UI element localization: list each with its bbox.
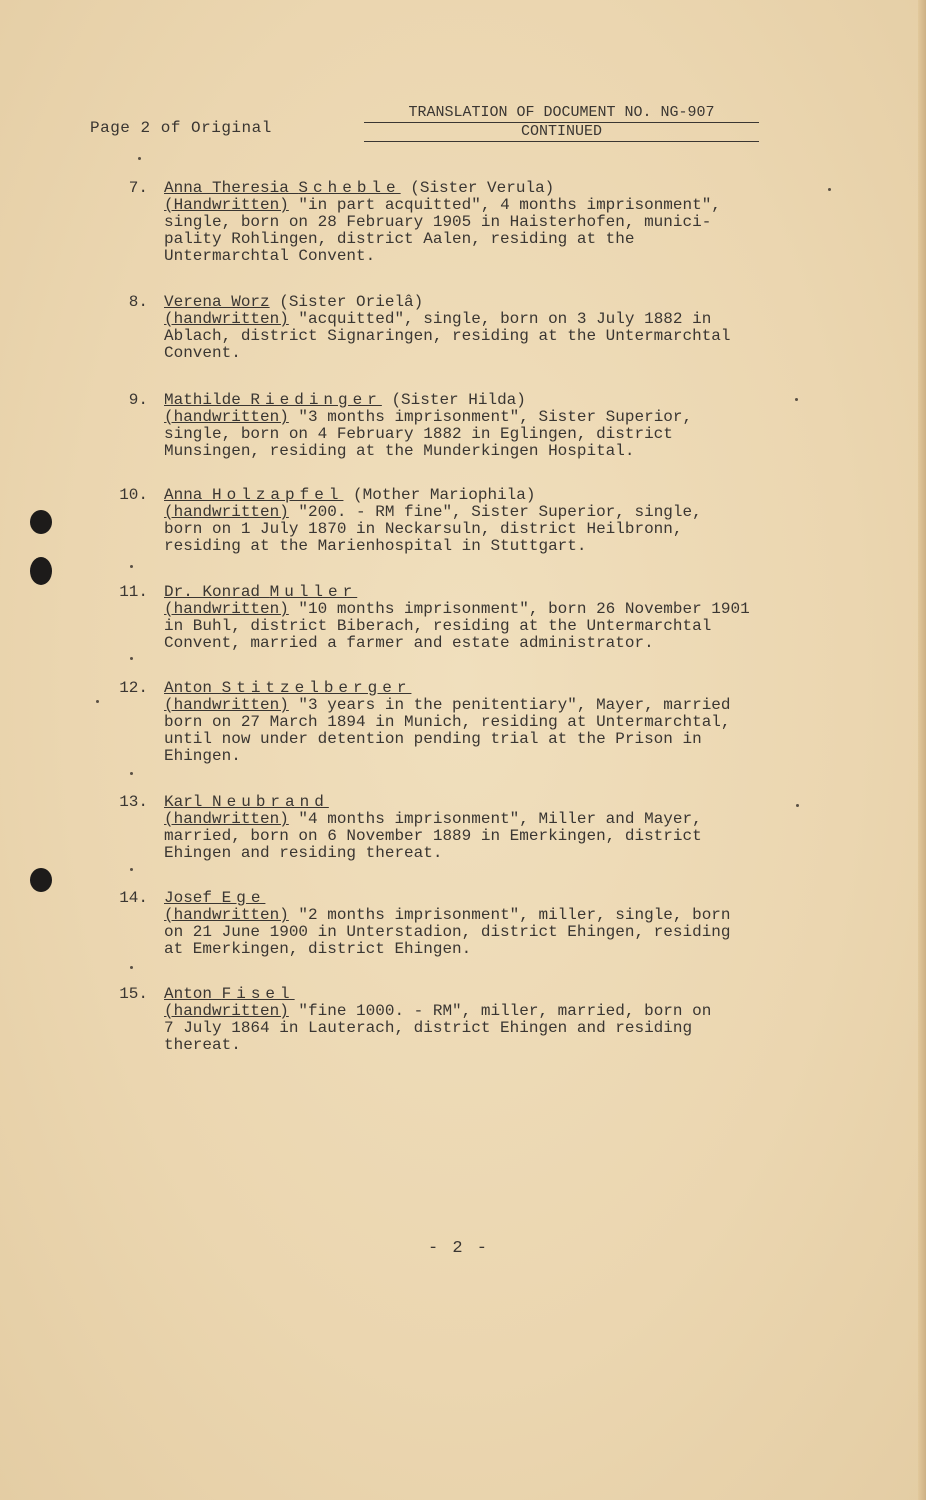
- title-line-1: TRANSLATION OF DOCUMENT NO. NG-907: [364, 104, 759, 123]
- entry-text-line: (handwritten) "acquitted", single, born on 3 July 1882 in: [164, 310, 712, 328]
- document-title: [364, 104, 759, 142]
- entry-text-line: 7 July 1864 in Lauterach, district Ehingen and residing: [164, 1019, 693, 1037]
- person-name: Dr. Konrad Muller: [164, 583, 358, 601]
- punch-hole: [30, 868, 52, 892]
- speck: [130, 657, 133, 660]
- speck: [130, 772, 133, 775]
- entry-body: [164, 180, 874, 265]
- entry-body: [164, 294, 874, 362]
- entry-text-line: residing at the Marienhospital in Stuttgart.: [164, 537, 587, 555]
- punch-hole: [30, 510, 52, 534]
- speck: [796, 804, 799, 807]
- person-name: Karl Neubrand: [164, 793, 329, 811]
- entry-text-line: (handwritten) "fine 1000. - RM", miller, married, born on: [164, 1002, 712, 1020]
- entry-name-line: [164, 890, 874, 907]
- entry-number: 7.: [128, 179, 148, 197]
- entry-text-line: Untermarchtal Convent.: [164, 247, 376, 265]
- entry-number: 11.: [119, 583, 148, 601]
- entry-body: [164, 986, 874, 1054]
- entry-body: [164, 487, 874, 555]
- page-of-original: Page 2 of Original: [90, 119, 272, 137]
- entry-text-line: Convent.: [164, 344, 241, 362]
- entry-name-line: [164, 680, 874, 697]
- entry-name-line: Verena Worz (Sister Orielâ): [164, 293, 424, 311]
- person-name: Anton Fisel: [164, 985, 295, 1003]
- person-name: Anna Holzapfel: [164, 486, 344, 504]
- entry-number: 14.: [119, 889, 148, 907]
- entry-text-line: Ehingen and residing thereat.: [164, 844, 443, 862]
- page-edge: [918, 0, 926, 1500]
- entry-name-line: Mathilde Riedinger (Sister Hilda): [164, 391, 526, 409]
- speck: [138, 157, 141, 160]
- punch-hole: [30, 557, 52, 585]
- speck: [795, 398, 798, 401]
- person-name: Anna Theresia Scheble: [164, 179, 401, 197]
- person-name: Mathilde Riedinger: [164, 391, 382, 409]
- entry-text-line: single, born on 28 February 1905 in Haisterhofen, munici-: [164, 213, 712, 231]
- page-number: - 2 -: [428, 1239, 490, 1258]
- entry-text-line: (Handwritten) "in part acquitted", 4 months imprisonment",: [164, 196, 721, 214]
- speck: [96, 700, 99, 703]
- person-name: Anton Stitzelberger: [164, 679, 412, 697]
- entry-number: 15.: [119, 985, 148, 1003]
- entry-text-line: in Buhl, district Biberach, residing at the Untermarchtal: [164, 617, 712, 635]
- entry-body: [164, 890, 874, 958]
- speck: [828, 188, 831, 191]
- entry-text-line: single, born on 4 February 1882 in Eglingen, district: [164, 425, 673, 443]
- entry-number: 10.: [119, 486, 148, 504]
- entry-text-line: at Emerkingen, district Ehingen.: [164, 940, 472, 958]
- entry-text-line: (handwritten) "4 months imprisonment", Miller and Mayer,: [164, 810, 702, 828]
- entry-text-line: until now under detention pending trial at the Prison in: [164, 730, 702, 748]
- entry-text-line: born on 1 July 1870 in Neckarsuln, district Heilbronn,: [164, 520, 683, 538]
- entry-text-line: thereat.: [164, 1036, 241, 1054]
- entry-number: 13.: [119, 793, 148, 811]
- speck: [130, 966, 133, 969]
- person-name: Josef Ege: [164, 889, 266, 907]
- entry-body: [164, 392, 874, 460]
- entry-text-line: Ehingen.: [164, 747, 241, 765]
- title-line-2: CONTINUED: [364, 123, 759, 142]
- entry-number: 8.: [128, 293, 148, 311]
- person-name: Verena Worz: [164, 293, 270, 311]
- entry-text-line: pality Rohlingen, district Aalen, residing at the: [164, 230, 635, 248]
- entry-body: [164, 794, 874, 862]
- entry-text-line: (handwritten) "2 months imprisonment", miller, single, born: [164, 906, 731, 924]
- entry-text-line: Munsingen, residing at the Munderkingen Hospital.: [164, 442, 635, 460]
- entry-text-line: (handwritten) "3 months imprisonment", Sister Superior,: [164, 408, 693, 426]
- entry-text-line: on 21 June 1900 in Unterstadion, district Ehingen, residing: [164, 923, 731, 941]
- entry-text-line: (handwritten) "3 years in the penitentiary", Mayer, married: [164, 696, 731, 714]
- entry-text-line: (handwritten) "10 months imprisonment", born 26 November 1901: [164, 600, 750, 618]
- entry-number: 9.: [128, 391, 148, 409]
- entry-name-line: Anna Theresia Scheble (Sister Verula): [164, 179, 555, 197]
- entry-text-line: Convent, married a farmer and estate administrator.: [164, 634, 654, 652]
- entry-body: [164, 680, 874, 765]
- speck: [130, 868, 133, 871]
- entry-text-line: Ablach, district Signaringen, residing at the Untermarchtal: [164, 327, 731, 345]
- entry-text-line: married, born on 6 November 1889 in Emerkingen, district: [164, 827, 702, 845]
- entry-text-line: born on 27 March 1894 in Munich, residing at Untermarchtal,: [164, 713, 731, 731]
- entry-name-line: Anna Holzapfel (Mother Mariophila): [164, 486, 536, 504]
- entry-name-line: [164, 584, 874, 601]
- entry-number: 12.: [119, 679, 148, 697]
- entry-name-line: [164, 794, 874, 811]
- entry-body: [164, 584, 874, 652]
- speck: [130, 565, 133, 568]
- entry-text-line: (handwritten) "200. - RM fine", Sister Superior, single,: [164, 503, 702, 521]
- entry-name-line: [164, 986, 874, 1003]
